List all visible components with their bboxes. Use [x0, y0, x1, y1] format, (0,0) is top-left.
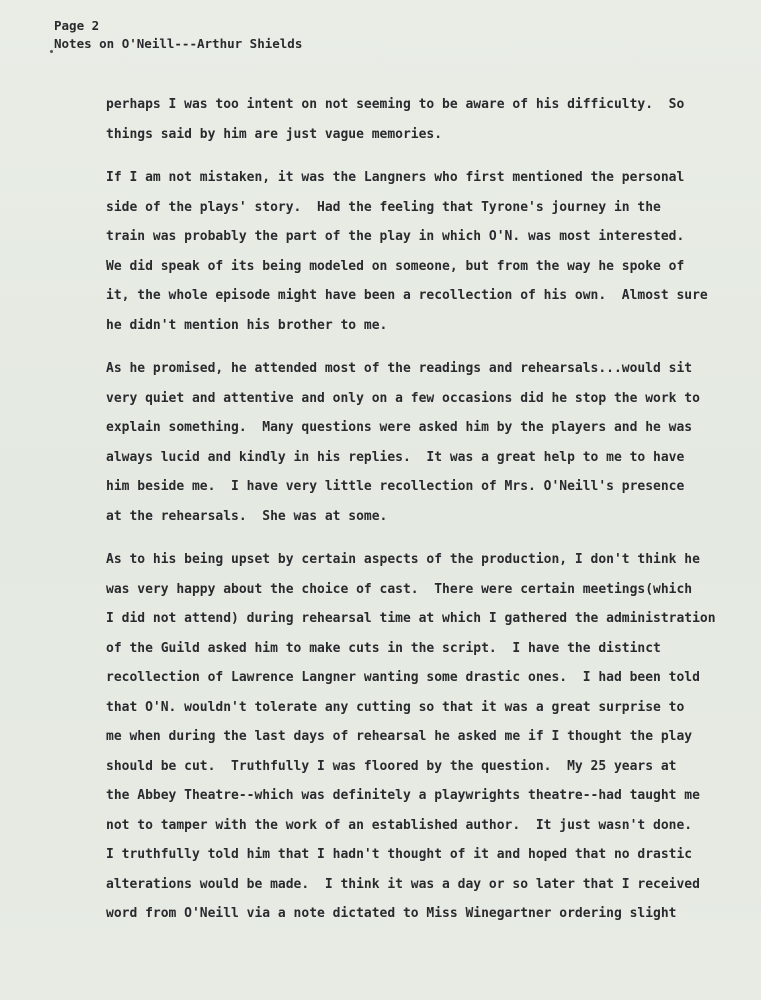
text-line: me when during the last days of rehearsal he asked me if I thought the play — [106, 729, 693, 744]
notes-title: Notes on O'Neill---Arthur Shields — [54, 36, 303, 51]
text-line: that O'N. wouldn't tolerate any cutting so that it was a great surprise to — [106, 699, 685, 715]
margin-mark — [50, 50, 53, 53]
text-line: the Abbey Theatre--which was definitely a playwrights theatre--had taught me — [106, 788, 700, 803]
text-line: As to his being upset by certain aspects of the production, I don't think he — [106, 552, 700, 567]
text-line: him beside me. I have very little recollection of Mrs. O'Neill's presence — [106, 479, 685, 494]
paragraph-1 — [106, 90, 756, 149]
paragraph-2 — [106, 163, 756, 340]
text-line: very quiet and attentive and only on a few occasions did he stop the work to — [106, 390, 700, 406]
text-line: at the rehearsals. She was at some. — [106, 508, 388, 524]
text-line: As he promised, he attended most of the readings and rehearsals...would sit — [106, 361, 693, 376]
paragraph-4 — [106, 545, 756, 929]
text-line: word from O'Neill via a note dictated to Miss Winegartner ordering slight — [106, 906, 677, 921]
page-header — [54, 17, 302, 53]
text-line: things said by him are just vague memories. — [106, 126, 443, 142]
text-line: explain something. Many questions were asked him by the players and he was — [106, 420, 693, 435]
text-line: was very happy about the choice of cast. There were certain meetings(which — [106, 581, 693, 597]
text-line: We did speak of its being modeled on someone, but from the way he spoke of — [106, 258, 685, 274]
text-line: I did not attend) during rehearsal time at which I gathered the administration — [106, 611, 716, 626]
text-line: side of the plays' story. Had the feeling that Tyrone's journey in the — [106, 199, 661, 215]
paragraph-3 — [106, 354, 756, 531]
text-line: not to tamper with the work of an established author. It just wasn't done. — [106, 817, 693, 833]
text-line: should be cut. Truthfully I was floored by the question. My 25 years at — [106, 758, 677, 774]
page-number-label: Page 2 — [54, 18, 100, 33]
text-line: it, the whole episode might have been a recollection of his own. Almost sure — [106, 288, 708, 303]
text-line: recollection of Lawrence Langner wanting some drastic ones. I had been told — [106, 670, 700, 685]
typed-body-text — [106, 90, 756, 929]
text-line: always lucid and kindly in his replies. It was a great help to me to have — [106, 449, 685, 465]
text-line: of the Guild asked him to make cuts in the script. I have the distinct — [106, 640, 661, 656]
text-line: he didn't mention his brother to me. — [106, 317, 388, 333]
text-line: train was probably the part of the play in which O'N. was most interested. — [106, 229, 685, 244]
text-line: perhaps I was too intent on not seeming to be aware of his difficulty. So — [106, 97, 685, 112]
text-line: I truthfully told him that I hadn't thought of it and hoped that no drastic — [106, 847, 693, 862]
text-line: alterations would be made. I think it was a day or so later that I received — [106, 876, 700, 892]
text-line: If I am not mistaken, it was the Langners who first mentioned the personal — [106, 170, 685, 185]
